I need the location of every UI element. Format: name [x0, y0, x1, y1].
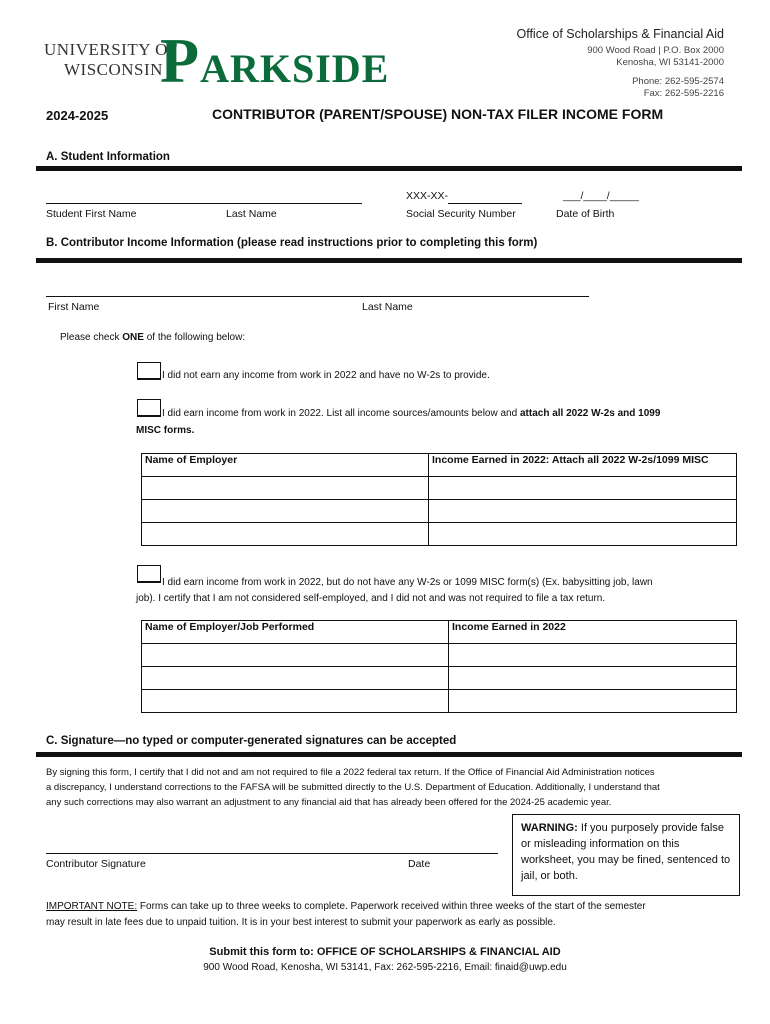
student-name-field[interactable]	[46, 203, 362, 204]
table-row	[142, 477, 737, 500]
section-b-rule	[36, 258, 742, 263]
instruction-text: Please check	[60, 332, 123, 343]
table-row	[142, 667, 737, 690]
section-a-rule	[36, 166, 742, 171]
option-w2-misc-text: MISC forms.	[136, 425, 195, 436]
ssn-field[interactable]	[448, 203, 522, 204]
income-column-header: Income Earned in 2022: Attach all 2022 W-2s/1099 MISC	[429, 454, 737, 477]
employer-cell[interactable]	[142, 477, 429, 500]
option-no-w2-income-text-2: job). I certify that I am not considered self-employed, and I did not and was not required to file a tax return.	[136, 593, 606, 604]
table-header-row	[142, 454, 737, 477]
certify-line-2: a discrepancy, I understand corrections to the FAFSA will be submitted directly to the U.S. Department of Education. Additionally, I understand that	[46, 782, 660, 793]
ssn-label: Social Security Number	[406, 208, 516, 220]
table-row	[142, 644, 737, 667]
office-address-2: Kenosha, WI 53141-2000	[616, 57, 724, 68]
option-w2-income-checkbox[interactable]	[137, 399, 161, 417]
certify-line-1: By signing this form, I certify that I did not and am not required to file a 2022 federal tax return. If the Office of Financial Aid Administration notices	[46, 767, 655, 778]
job-cell[interactable]	[142, 690, 449, 713]
income-cell[interactable]	[429, 477, 737, 500]
submit-instruction: Submit this form to: OFFICE OF SCHOLARSHIPS & FINANCIAL AID	[209, 946, 561, 958]
income-cell[interactable]	[429, 500, 737, 523]
office-contact-block	[516, 27, 724, 100]
option-no-w2-income-text-1: I did earn income from work in 2022, but do not have any W-2s or 1099 MISC form(s) (Ex. babysitting job, lawn	[162, 577, 653, 588]
logo-parkside	[160, 24, 389, 98]
important-note-text: Forms can take up to three weeks to complete. Paperwork received within three weeks of the start of the semester	[137, 901, 646, 912]
option-no-income-checkbox[interactable]	[137, 362, 161, 380]
section-a-heading: A. Student Information	[46, 151, 170, 163]
important-note-line-1	[46, 899, 646, 914]
income-cell[interactable]	[429, 523, 737, 546]
form-title: CONTRIBUTOR (PARENT/SPOUSE) NON-TAX FILER INCOME FORM	[212, 106, 664, 122]
table-header-row	[142, 621, 737, 644]
important-note-label: IMPORTANT NOTE:	[46, 901, 138, 912]
logo-line-2: WISCONSIN	[64, 60, 163, 79]
employer-cell[interactable]	[142, 500, 429, 523]
warning-label: WARNING:	[521, 822, 578, 834]
option-w2-text: I did earn income from work in 2022. List all income sources/amounts below and	[162, 408, 520, 419]
employer-column-header: Name of Employer	[142, 454, 429, 477]
section-b-heading: B. Contributor Income Information (please read instructions prior to completing this form)	[46, 237, 538, 249]
logo-university-of-wisconsin	[44, 40, 178, 80]
student-last-name-label: Last Name	[226, 208, 277, 220]
logo-line-1: UNIVERSITY OF	[44, 40, 178, 59]
employer-income-table	[141, 453, 737, 546]
instruction-text-end: of the following below:	[143, 332, 246, 343]
section-c-rule	[36, 752, 742, 757]
student-first-name-label: Student First Name	[46, 208, 137, 220]
employer-cell[interactable]	[142, 523, 429, 546]
ssn-prefix: XXX-XX-	[406, 190, 449, 202]
office-name: Office of Scholarships & Financial Aid	[516, 27, 724, 41]
job-cell[interactable]	[142, 644, 449, 667]
office-address-1: 900 Wood Road | P.O. Box 2000	[587, 45, 724, 56]
dob-field[interactable]: ___/____/_____	[563, 190, 639, 202]
table-row	[142, 500, 737, 523]
option-w2-attach-text: attach all 2022 W-2s and 1099	[519, 408, 661, 419]
contributor-name-field[interactable]	[46, 296, 589, 297]
contact-line: 900 Wood Road, Kenosha, WI 53141, Fax: 262-595-2216, Email: finaid@uwp.edu	[203, 962, 567, 973]
important-note-line-2: may result in late fees due to unpaid tuition. It is in your best interest to submit your paperwork as early as possible.	[46, 917, 556, 928]
job-cell[interactable]	[142, 667, 449, 690]
certify-line-3: any such corrections may also warrant an adjustment to any financial aid that has already been offered for the 2024-25 academic year.	[46, 797, 612, 808]
date-label: Date	[408, 858, 431, 870]
check-one-instruction	[60, 330, 245, 345]
dob-label: Date of Birth	[556, 208, 615, 220]
income-cell[interactable]	[449, 690, 737, 713]
option-no-w2-income-checkbox[interactable]	[137, 565, 161, 583]
income-column-header: Income Earned in 2022	[449, 621, 737, 644]
job-income-table	[141, 620, 737, 713]
income-cell[interactable]	[449, 667, 737, 690]
signature-label: Contributor Signature	[46, 858, 146, 870]
job-column-header: Name of Employer/Job Performed	[142, 621, 449, 644]
instruction-emphasis: ONE	[122, 332, 144, 343]
table-row	[142, 523, 737, 546]
income-cell[interactable]	[449, 644, 737, 667]
warning-text: If you purposely provide false or misleading information on this worksheet, you may be fined, sentenced to jail, or both.	[521, 822, 731, 882]
logo-parkside-rest: ARKSIDE	[200, 46, 390, 91]
contributor-last-name-label: Last Name	[362, 301, 413, 313]
section-c-heading: C. Signature—no typed or computer-generated signatures can be accepted	[46, 735, 457, 747]
warning-box	[512, 814, 740, 896]
academic-year: 2024-2025	[46, 108, 109, 123]
contributor-first-name-label: First Name	[48, 301, 100, 313]
option-no-income-text: I did not earn any income from work in 2022 and have no W-2s to provide.	[162, 370, 490, 381]
signature-field[interactable]	[46, 853, 498, 854]
option-w2-income-text	[162, 406, 660, 421]
office-fax: Fax: 262-595-2216	[643, 88, 724, 99]
table-row	[142, 690, 737, 713]
office-phone: Phone: 262-595-2574	[632, 76, 724, 87]
logo-parkside-initial: P	[160, 25, 201, 96]
